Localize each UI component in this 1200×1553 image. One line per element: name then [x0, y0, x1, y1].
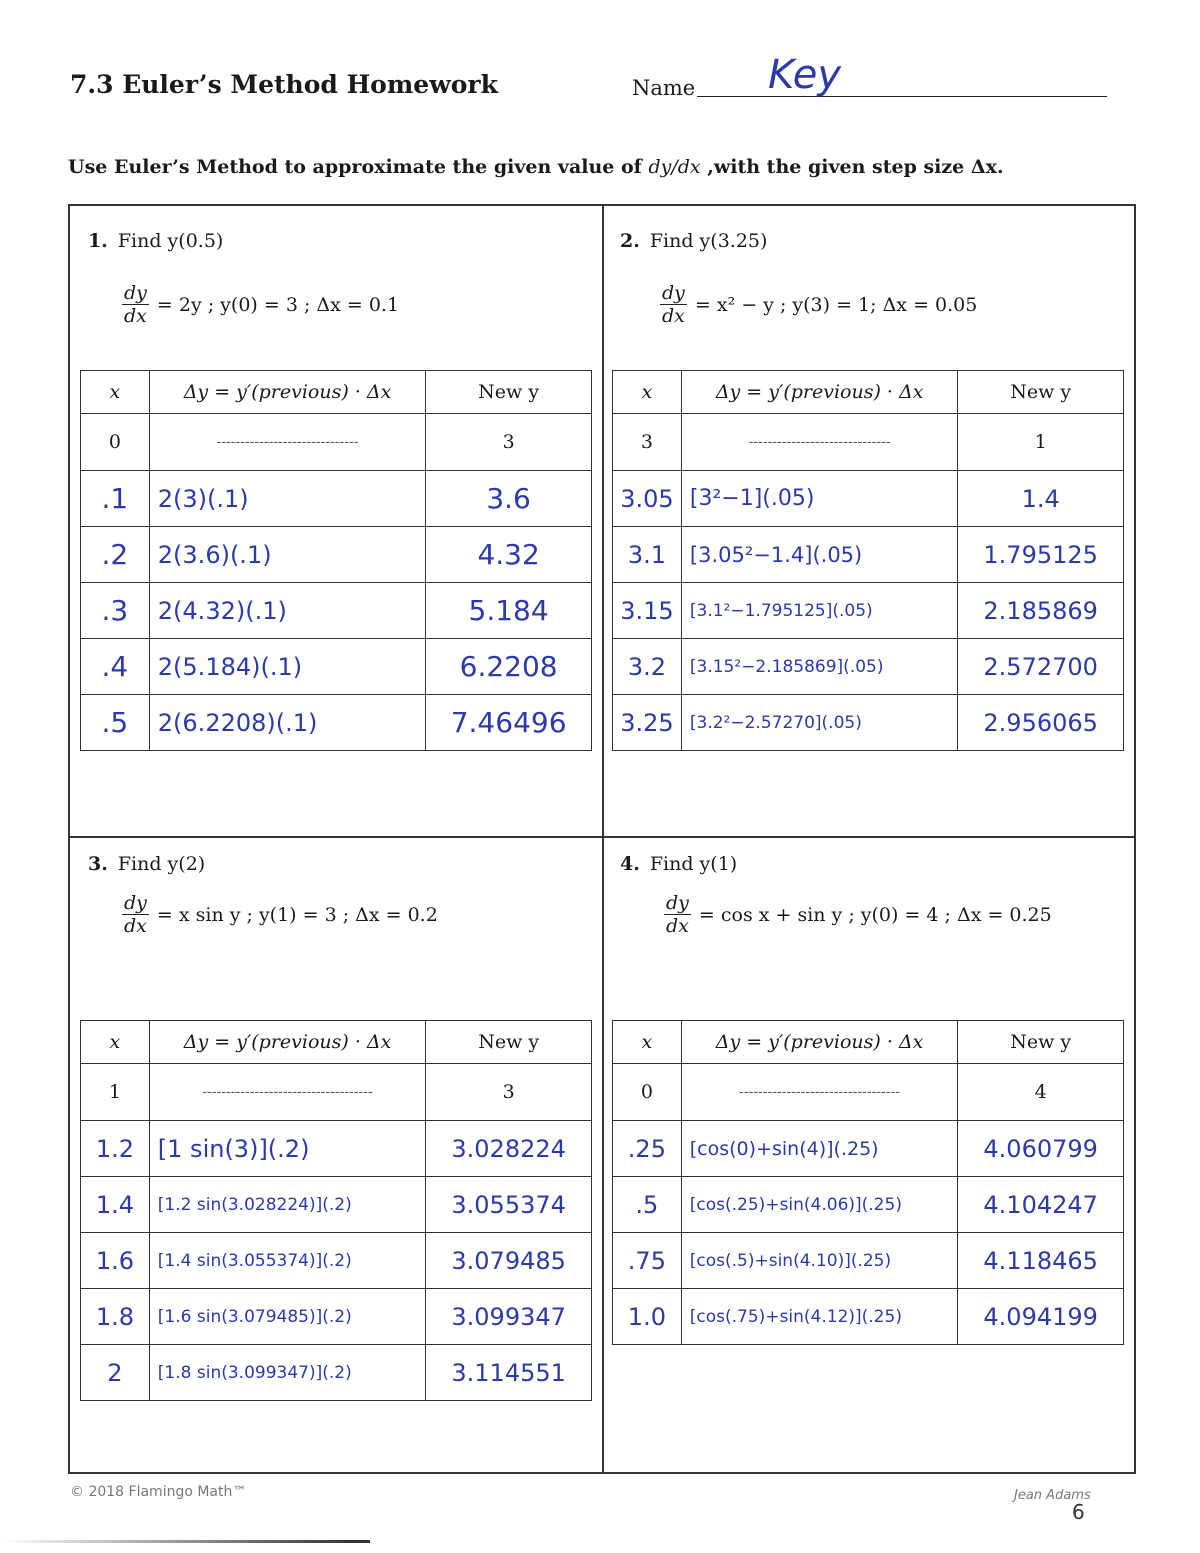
- footer-author: Jean Adams: [1014, 1488, 1091, 1503]
- row-newy: 1.795125: [958, 527, 1124, 583]
- problem-2-deriv-den: dx: [662, 305, 685, 327]
- table-row: [613, 1233, 1124, 1289]
- row-x: 3.15: [613, 583, 682, 639]
- grid-horizontal-divider: [68, 836, 1136, 838]
- problem-1-title: [88, 230, 223, 252]
- header-newy: New y: [958, 1021, 1124, 1064]
- row-newy: 4.32: [426, 527, 592, 583]
- row-dy: [3²−1](.05): [681, 471, 957, 527]
- row-x: 1.2: [81, 1121, 150, 1177]
- row-x: .1: [81, 471, 150, 527]
- problem-4-number: 4.: [620, 853, 640, 875]
- table-row: [81, 695, 592, 751]
- instructions: [68, 156, 1004, 178]
- problem-3-find: Find y(2): [117, 853, 206, 875]
- row-dy: 2(4.32)(.1): [149, 583, 425, 639]
- row-dy: [1.4 sin(3.055374)](.2): [149, 1233, 426, 1289]
- row-dy: [1.6 sin(3.079485)](.2): [149, 1289, 426, 1345]
- table-row: [81, 583, 592, 639]
- initial-newy: 4: [958, 1064, 1124, 1121]
- table-row: [613, 1289, 1124, 1345]
- table-row: [81, 527, 592, 583]
- table-row: [613, 1177, 1124, 1233]
- problem-3-equation: [122, 892, 438, 937]
- row-x: .5: [613, 1177, 682, 1233]
- name-label: Name: [632, 76, 696, 100]
- problem-4-deriv-num: dy: [666, 892, 689, 914]
- initial-newy: 3: [426, 414, 592, 471]
- initial-x: 3: [613, 414, 682, 471]
- table-row: [81, 639, 592, 695]
- table-row: [81, 1289, 592, 1345]
- table-row: [81, 1345, 592, 1401]
- initial-x: 0: [81, 414, 150, 471]
- row-newy: 7.46496: [426, 695, 592, 751]
- row-dy: 2(3.6)(.1): [149, 527, 425, 583]
- row-newy: 4.104247: [958, 1177, 1124, 1233]
- table-row: [613, 1064, 1124, 1121]
- problem-4-deriv-den: dx: [666, 915, 689, 937]
- problem-1-equation: [122, 282, 399, 327]
- scan-artifact: [0, 1540, 370, 1543]
- row-newy: 3.6: [426, 471, 592, 527]
- problem-3-number: 3.: [88, 853, 108, 875]
- row-newy: 6.2208: [426, 639, 592, 695]
- row-newy: 3.099347: [426, 1289, 592, 1345]
- problem-1-deriv-den: dx: [124, 305, 147, 327]
- page-number: 6: [1072, 1500, 1085, 1524]
- problem-3-deriv-den: dx: [124, 915, 147, 937]
- table-row: [613, 471, 1124, 527]
- table-row: [81, 1064, 592, 1121]
- problem-2-deriv-num: dy: [662, 282, 685, 304]
- row-x: 3.1: [613, 527, 682, 583]
- header-newy: New y: [426, 371, 592, 414]
- row-dy: [cos(.25)+sin(4.06)](.25): [681, 1177, 958, 1233]
- header-newy: New y: [426, 1021, 592, 1064]
- table-row: [613, 695, 1124, 751]
- problem-2-title: [620, 230, 767, 252]
- problem-4-equation-text: = cos x + sin y ; y(0) = 4 ; Δx = 0.25: [698, 903, 1052, 926]
- header-x: x: [109, 1031, 121, 1053]
- row-newy: 1.4: [958, 471, 1124, 527]
- row-dy: [1.8 sin(3.099347)](.2): [149, 1345, 426, 1401]
- row-newy: 5.184: [426, 583, 592, 639]
- table-row: [81, 1233, 592, 1289]
- row-dy: [3.1²−1.795125](.05): [681, 583, 957, 639]
- row-x: 2: [81, 1345, 150, 1401]
- row-dy: [3.2²−2.57270](.05): [681, 695, 957, 751]
- problem-3-table: [80, 1020, 592, 1401]
- header-dy: Δy = y′(previous) · Δx: [183, 381, 392, 403]
- row-x: .2: [81, 527, 150, 583]
- problem-4-find: Find y(1): [649, 853, 738, 875]
- row-dy: [cos(.75)+sin(4.12)](.25): [681, 1289, 958, 1345]
- row-newy: 3.055374: [426, 1177, 592, 1233]
- table-row: [81, 471, 592, 527]
- row-newy: 4.060799: [958, 1121, 1124, 1177]
- row-x: .25: [613, 1121, 682, 1177]
- grid-vertical-divider: [602, 204, 604, 1474]
- problem-2-number: 2.: [620, 230, 640, 252]
- row-dy: 2(5.184)(.1): [149, 639, 425, 695]
- row-dy: 2(3)(.1): [149, 471, 425, 527]
- problem-1-number: 1.: [88, 230, 108, 252]
- instructions-text-before: Use Euler’s Method to approximate the given value of: [68, 156, 649, 178]
- row-x: 3.05: [613, 471, 682, 527]
- problem-4-title: [620, 853, 737, 875]
- table-row: [613, 583, 1124, 639]
- header-dy: Δy = y′(previous) · Δx: [715, 1031, 924, 1053]
- problem-4-equation: [664, 892, 1052, 937]
- row-newy: 4.094199: [958, 1289, 1124, 1345]
- row-newy: 3.114551: [426, 1345, 592, 1401]
- problem-1-find: Find y(0.5): [117, 230, 224, 252]
- problem-1-deriv-num: dy: [124, 282, 147, 304]
- problem-3-deriv-num: dy: [124, 892, 147, 914]
- row-dy: [1.2 sin(3.028224)](.2): [149, 1177, 426, 1233]
- header-x: x: [641, 1031, 653, 1053]
- header-x: x: [641, 381, 653, 403]
- table-row: [613, 527, 1124, 583]
- initial-x: 0: [613, 1064, 682, 1121]
- row-x: 1.0: [613, 1289, 682, 1345]
- row-dy: [cos(0)+sin(4)](.25): [681, 1121, 958, 1177]
- initial-newy: 3: [426, 1064, 592, 1121]
- row-x: 3.25: [613, 695, 682, 751]
- header-newy: New y: [958, 371, 1124, 414]
- problem-1-table: [80, 370, 592, 751]
- row-newy: 2.956065: [958, 695, 1124, 751]
- page-title: 7.3 Euler’s Method Homework: [70, 70, 498, 99]
- problem-2-equation-text: = x² − y ; y(3) = 1; Δx = 0.05: [694, 293, 978, 316]
- initial-newy: 1: [958, 414, 1124, 471]
- table-row: [81, 414, 592, 471]
- problem-4-table: [612, 1020, 1124, 1345]
- row-dy: [3.05²−1.4](.05): [681, 527, 957, 583]
- table-row: [613, 414, 1124, 471]
- initial-dy: ------------------------------------: [149, 1064, 426, 1121]
- row-x: .5: [81, 695, 150, 751]
- row-newy: 4.118465: [958, 1233, 1124, 1289]
- row-x: .3: [81, 583, 150, 639]
- table-row: [81, 1177, 592, 1233]
- row-x: 1.4: [81, 1177, 150, 1233]
- row-x: 3.2: [613, 639, 682, 695]
- problem-3-equation-text: = x sin y ; y(1) = 3 ; Δx = 0.2: [156, 903, 438, 926]
- row-newy: 3.028224: [426, 1121, 592, 1177]
- problem-2-table: [612, 370, 1124, 751]
- row-newy: 3.079485: [426, 1233, 592, 1289]
- initial-dy: ----------------------------------: [681, 1064, 958, 1121]
- row-dy: [1 sin(3)](.2): [149, 1121, 426, 1177]
- row-newy: 2.185869: [958, 583, 1124, 639]
- row-newy: 2.572700: [958, 639, 1124, 695]
- row-x: 1.8: [81, 1289, 150, 1345]
- problem-2-find: Find y(3.25): [649, 230, 768, 252]
- table-row: [613, 1121, 1124, 1177]
- row-x: .75: [613, 1233, 682, 1289]
- header-dy: Δy = y′(previous) · Δx: [183, 1031, 392, 1053]
- row-x: .4: [81, 639, 150, 695]
- row-dy: [3.15²−2.185869](.05): [681, 639, 957, 695]
- row-x: 1.6: [81, 1233, 150, 1289]
- instructions-text-after: ,with the given step size Δx.: [700, 156, 1004, 178]
- footer-copyright: © 2018 Flamingo Math™: [70, 1484, 247, 1500]
- problem-2-equation: [660, 282, 977, 327]
- instructions-math: dy/dx: [648, 156, 701, 178]
- initial-dy: ------------------------------: [681, 414, 957, 471]
- row-dy: 2(6.2208)(.1): [149, 695, 425, 751]
- initial-x: 1: [81, 1064, 150, 1121]
- name-value: Key: [768, 52, 842, 98]
- name-line: [697, 96, 1107, 97]
- header-dy: Δy = y′(previous) · Δx: [715, 381, 924, 403]
- row-dy: [cos(.5)+sin(4.10)](.25): [681, 1233, 958, 1289]
- initial-dy: ------------------------------: [149, 414, 425, 471]
- table-row: [81, 1121, 592, 1177]
- problem-1-equation-text: = 2y ; y(0) = 3 ; Δx = 0.1: [156, 293, 400, 316]
- problem-3-title: [88, 853, 205, 875]
- header-x: x: [109, 381, 121, 403]
- table-row: [613, 639, 1124, 695]
